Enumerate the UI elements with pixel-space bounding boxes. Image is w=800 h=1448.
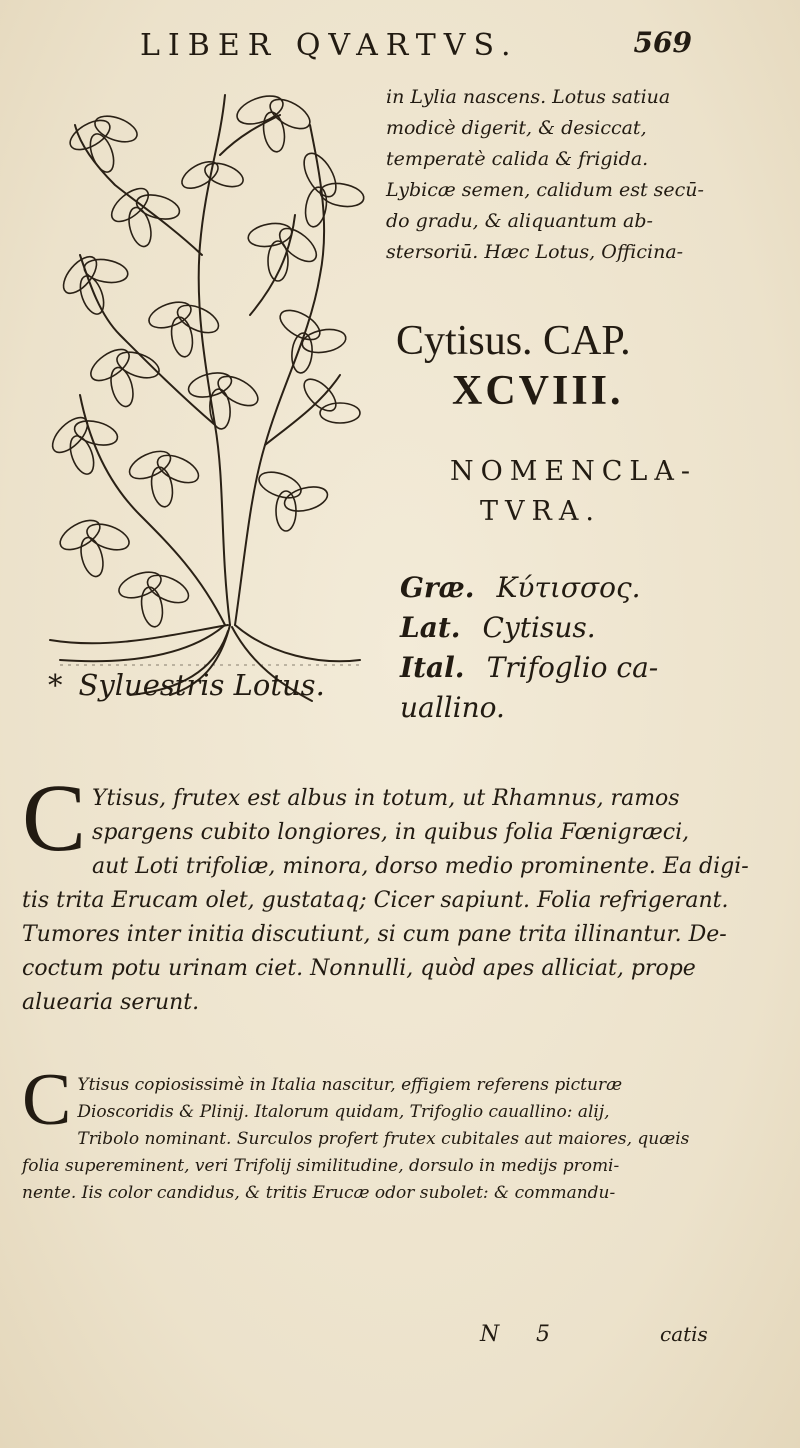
text-line: tis trita Erucam olet, gustataq; Cicer sapiunt. Folia refrigerant. bbox=[22, 888, 729, 913]
text-line: Tribolo nominant. Surculos profert frutex cubitales aut maiores, quæis bbox=[77, 1129, 690, 1149]
figure-caption bbox=[48, 668, 325, 702]
asterisk-mark: * bbox=[48, 668, 63, 702]
text-line: spargens cubito longiores, in quibus folia Fœnigræci, bbox=[92, 820, 690, 845]
name-row-greek: Græ. Κύτισσος. bbox=[400, 571, 641, 604]
text-line: coctum potu urinam ciet. Nonnulli, quòd apes alliciat, prope bbox=[22, 956, 696, 981]
text-line: Ytisus, frutex est albus in totum, ut Rhamnus, ramos bbox=[92, 786, 680, 811]
signature-number: 5 bbox=[536, 1322, 550, 1347]
chapter-title-text: Cytisus. CAP. bbox=[396, 318, 631, 364]
nomen-line-2: TVRA. bbox=[480, 496, 601, 527]
body-paragraph-2 bbox=[22, 1059, 742, 1207]
text-line: temperatè calida & frigida. bbox=[386, 148, 649, 170]
caption-text: Syluestris Lotus. bbox=[78, 668, 325, 702]
continued-text bbox=[386, 82, 704, 268]
name-row-italian-cont: uallino. bbox=[400, 691, 505, 724]
name-row-latin: Lat. Cytisus. bbox=[400, 611, 596, 644]
page-number: 569 bbox=[633, 26, 692, 59]
running-head: LIBER QVARTVS. bbox=[140, 28, 519, 63]
body-paragraph-1 bbox=[22, 764, 749, 1020]
drop-cap: C bbox=[22, 1059, 72, 1141]
text-line: aluearia serunt. bbox=[22, 990, 200, 1015]
signature-mark: N bbox=[480, 1322, 500, 1347]
text-line: Ytisus copiosissimè in Italia nascitur, effigiem referens picturæ bbox=[77, 1075, 623, 1095]
text-line: Tumores inter initia discutiunt, si cum pane trita illinantur. De- bbox=[22, 922, 727, 947]
woodcut-illustration bbox=[20, 65, 370, 705]
name-list bbox=[400, 568, 658, 728]
chapter-heading bbox=[396, 316, 631, 416]
text-line: do gradu, & aliquantum ab- bbox=[386, 210, 653, 232]
text-line: Lybicæ semen, calidum est secū- bbox=[386, 179, 704, 201]
nomen-line-1: NOMENCLA- bbox=[450, 456, 697, 487]
drop-cap: C bbox=[22, 764, 87, 871]
text-line: Dioscoridis & Plinij. Italorum quidam, Trifoglio cauallino: alij, bbox=[77, 1102, 610, 1122]
text-line: in Lylia nascens. Lotus satiua bbox=[386, 86, 671, 108]
name-row-italian: Ital. Trifoglio ca- bbox=[400, 651, 659, 684]
text-line: modicè digerit, & desiccat, bbox=[386, 117, 647, 139]
text-line: aut Loti trifoliæ, minora, dorso medio prominente. Ea digi- bbox=[92, 854, 749, 879]
nomenclatura-heading bbox=[450, 452, 697, 532]
chapter-number: XCVIII. bbox=[452, 368, 624, 414]
catchword: catis bbox=[660, 1322, 708, 1346]
text-line: nente. Iis color candidus, & tritis Erucæ odor subolet: & commandu- bbox=[22, 1183, 616, 1203]
text-line: folia supereminent, veri Trifolij similitudine, dorsulo in medijs promi- bbox=[22, 1156, 620, 1176]
text-line: stersoriū. Hæc Lotus, Officina- bbox=[386, 241, 684, 263]
